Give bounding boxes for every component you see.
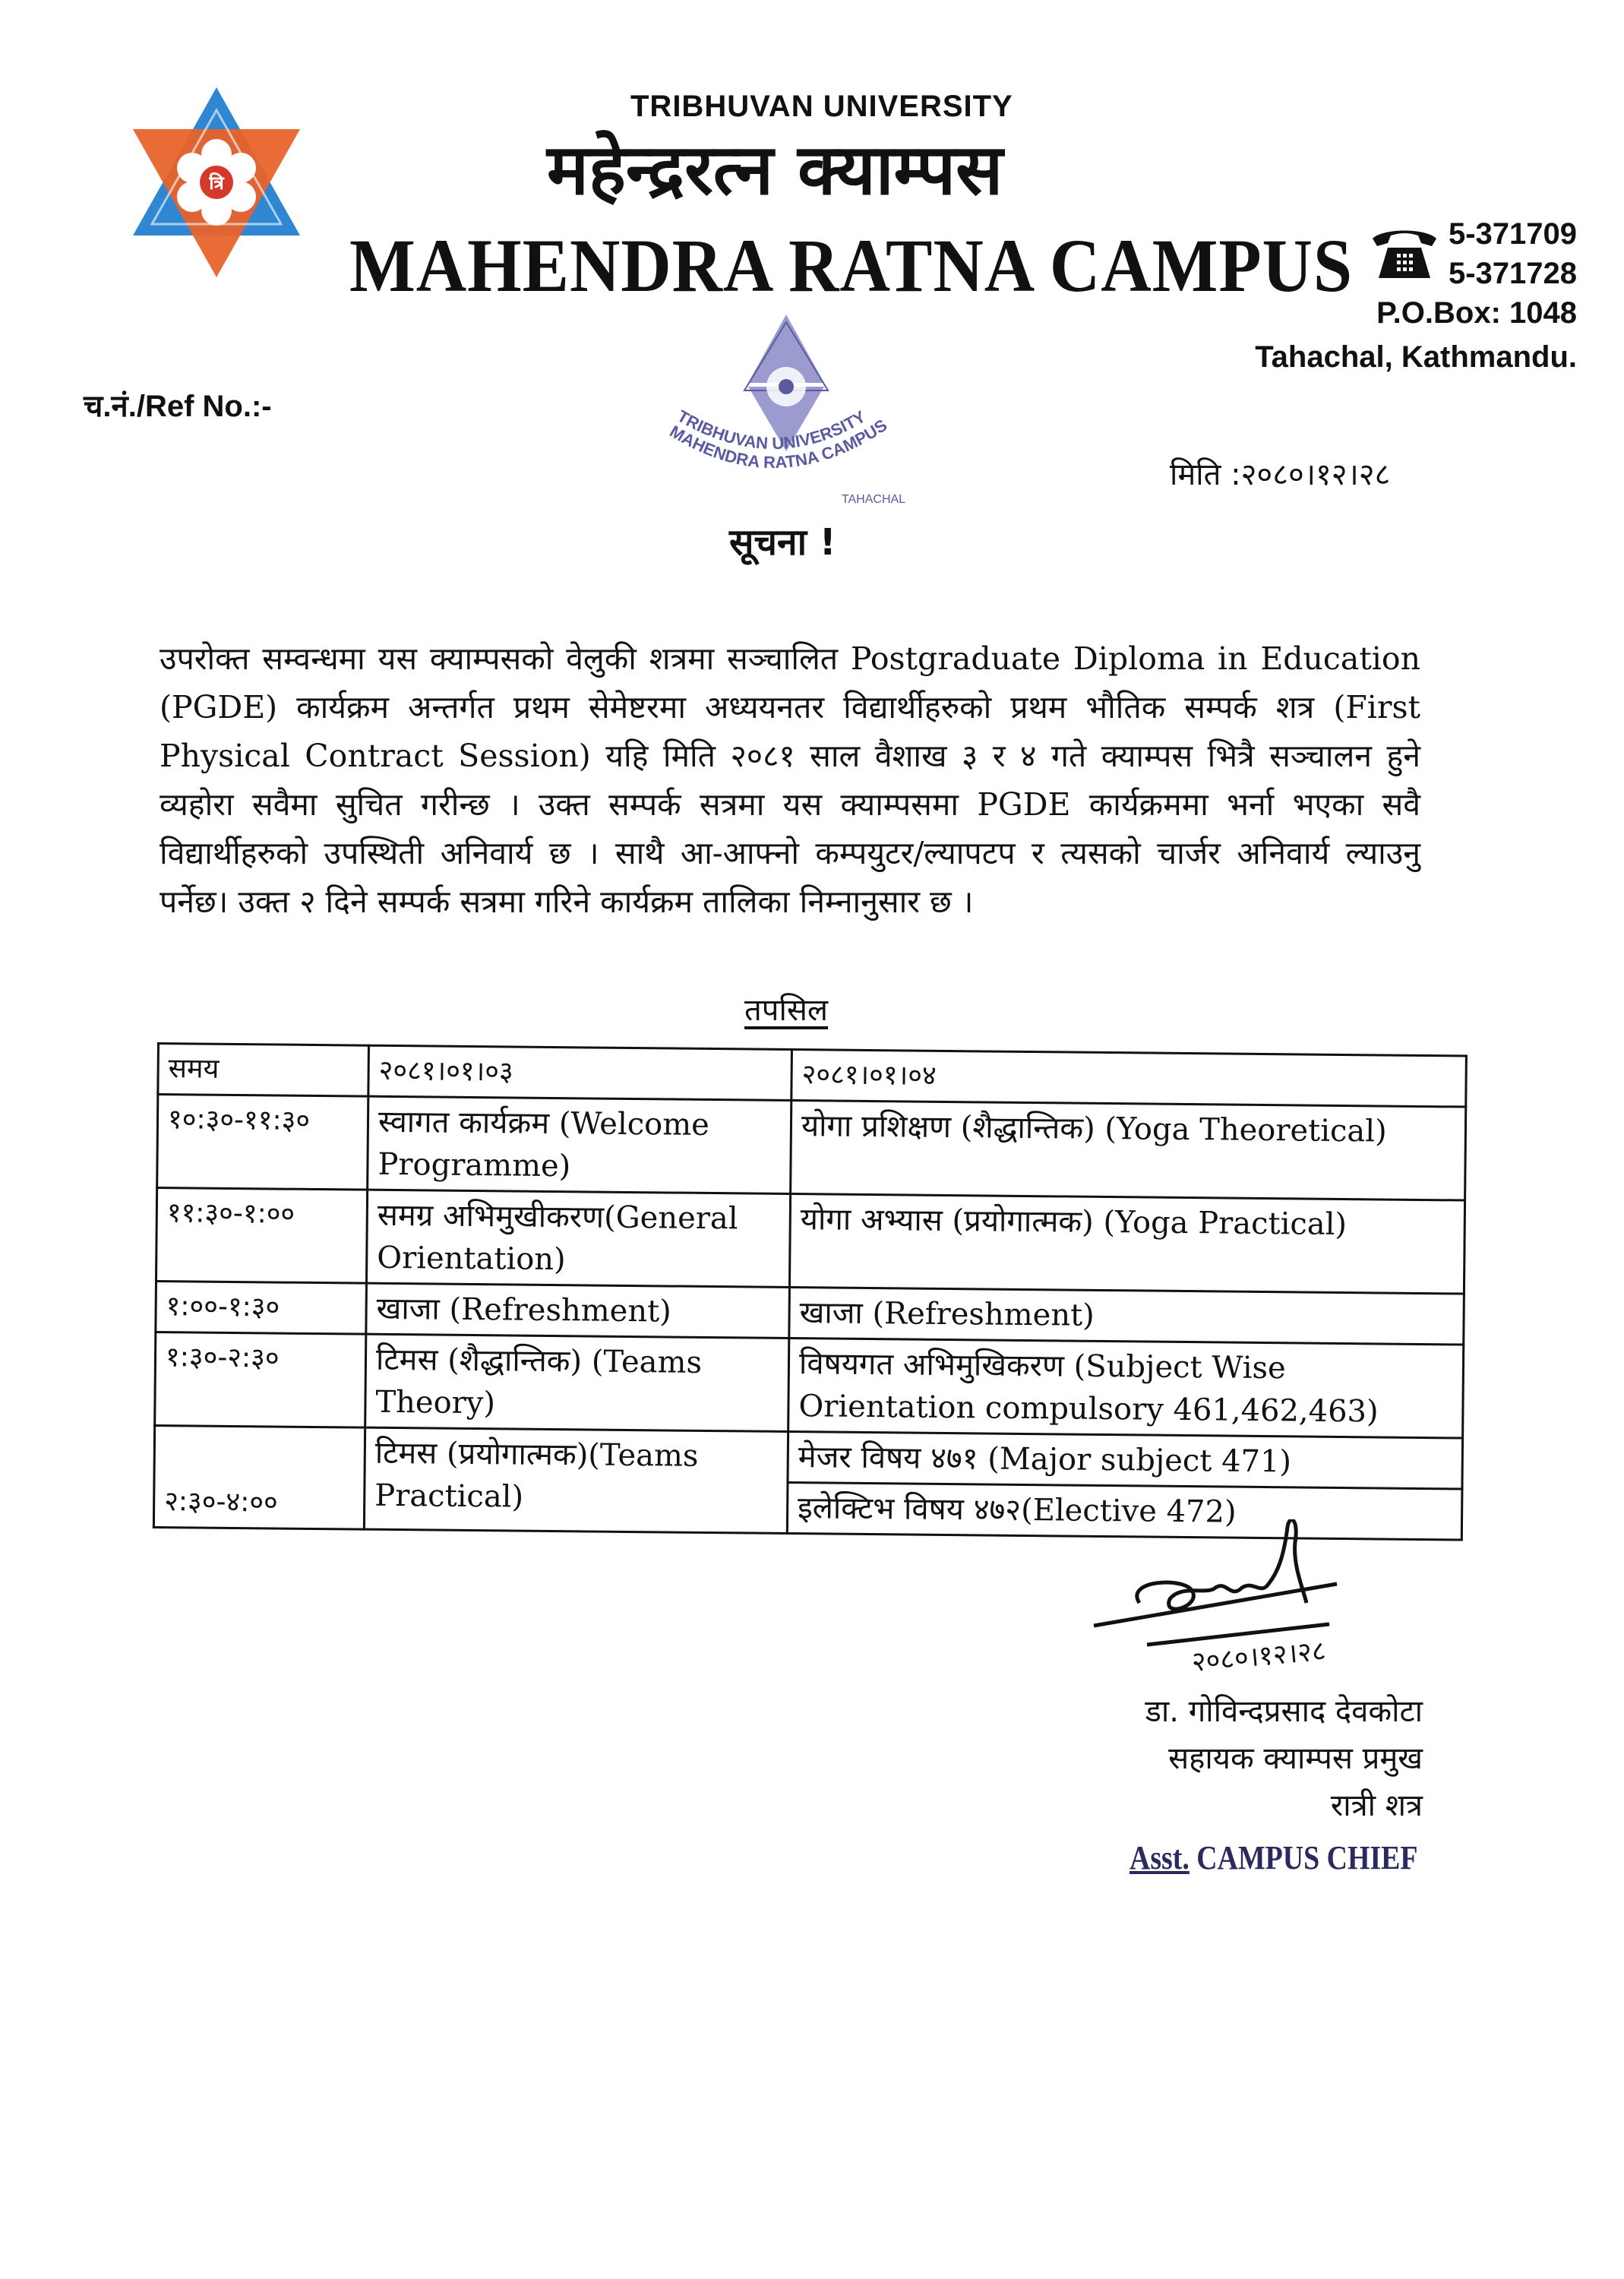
- row-time: १:३०-२:३०: [155, 1332, 366, 1427]
- campus-name-nepali: महेन्द्ररत्न क्याम्पस: [547, 129, 1003, 210]
- contact-block: [1255, 214, 1577, 377]
- handwritten-signature: [1079, 1519, 1428, 1683]
- stamp-text-university: TRIBHUVAN UNIVERSITY: [674, 406, 869, 454]
- logo-glyph: त्रि: [209, 172, 224, 194]
- header-time: समय: [158, 1044, 369, 1097]
- row-day2: योगा प्रशिक्षण (शैद्धान्तिक) (Yoga Theoretical): [791, 1101, 1466, 1201]
- header-day2: २०८१।०१।०४: [791, 1050, 1467, 1108]
- phone-number-1: 5-371709: [1448, 217, 1577, 251]
- row-day1: खाजा (Refreshment): [366, 1283, 790, 1338]
- stamp-text-location: TAHACHAL: [841, 493, 906, 506]
- table-row: [156, 1188, 1464, 1294]
- phone-number-2: 5-371728: [1448, 257, 1577, 290]
- telephone-icon: [1368, 226, 1441, 281]
- row-time: २:३०-४:००: [153, 1425, 365, 1529]
- row-day1: टिमस (शैद्धान्तिक) (Teams Theory): [365, 1334, 789, 1431]
- signer-shift: रात्री शत्र: [1330, 1788, 1423, 1823]
- header-day1: २०८१।०१।०३: [368, 1045, 792, 1100]
- stamp-abbr: Asst.: [1130, 1839, 1190, 1876]
- row-day1: समग्र अभिमुखीकरण(General Orientation): [366, 1190, 790, 1287]
- ref-number-label: च.नं./Ref No.:-: [84, 390, 272, 423]
- signer-block: [1145, 1688, 1423, 1829]
- table-row: [157, 1095, 1466, 1201]
- row-day2-elective: इलेक्टिभ विषय ४७२(Elective 472): [787, 1482, 1462, 1540]
- table-row: [155, 1332, 1464, 1438]
- row-day2: विषयगत अभिमुखिकरण (Subject Wise Orientation compulsory 461,462,463): [788, 1339, 1464, 1439]
- address: Tahachal, Kathmandu.: [1255, 340, 1577, 374]
- stamp-text-campus: MAHENDRA RATNA CAMPUS: [666, 415, 891, 473]
- schedule-table: [153, 1042, 1468, 1541]
- university-name: TRIBHUVAN UNIVERSITY: [630, 90, 1013, 123]
- schedule-title: तपसिल: [744, 993, 829, 1028]
- signer-name: डा. गोविन्दप्रसाद देवकोटा: [1145, 1694, 1423, 1729]
- po-box: P.O.Box: 1048: [1376, 296, 1577, 330]
- row-day2: खाजा (Refreshment): [789, 1288, 1464, 1345]
- row-day2-major: मेजर विषय ४७१ (Major subject 471): [788, 1431, 1463, 1489]
- notice-date: मिति :२०८०।१२।२८: [1170, 457, 1391, 492]
- assistant-campus-chief-stamp: [1130, 1838, 1417, 1877]
- row-day1: टिमस (प्रयोगात्मक)(Teams Practical): [364, 1427, 788, 1533]
- row-time: १:००-१:३०: [156, 1281, 367, 1334]
- campus-stamp: [646, 313, 949, 509]
- row-time: १०:३०-११:३०: [157, 1095, 368, 1190]
- signer-title: सहायक क्याम्पस प्रमुख: [1168, 1741, 1423, 1776]
- campus-name-english: MAHENDRA RATNA CAMPUS: [349, 223, 1353, 308]
- row-time: ११:३०-१:००: [156, 1188, 367, 1284]
- stamp-title: CAMPUS CHIEF: [1189, 1839, 1418, 1876]
- notice-body: उपरोक्त सम्वन्धमा यस क्याम्पसको वेलुकी शत्रमा सञ्चालित Postgraduate Diploma in Education (PGDE) कार्यक्रम अन्तर्गत प्रथम सेमेष्टरमा अध्ययनतर विद्यार्थीहरुको प्रथम भौतिक सम्पर्क शत्र (First Physical Contract Session) यहि मिति २०८१ साल वैशाख ३ र ४ गते क्याम्पस भित्रै सञ्चालन हुने व्यहोरा सवैमा सुचित गरीन्छ । उक्त सम्पर्क सत्रमा यस क्याम्पसमा PGDE कार्यक्रममा भर्ना भएका सवै विद्यार्थीहरुको उपस्थिती अनिवार्य छ । साथै आ-आफ्नो कम्पयुटर/ल्यापटप र त्यसको चार्जर अनिवार्य ल्याउनु पर्नेछ। उक्त २ दिने सम्पर्क सत्रमा गरिने कार्यक्रम तालिका निम्नानुसार छ ।: [160, 640, 1420, 920]
- signature-date: २०८०।१२।२८: [1190, 1635, 1328, 1678]
- row-day2: योगा अभ्यास (प्रयोगात्मक) (Yoga Practical): [789, 1194, 1464, 1294]
- tribhuvan-university-logo: [125, 87, 308, 285]
- notice-title: सूचना !: [729, 521, 836, 564]
- row-day1: स्वागत कार्यक्रम (Welcome Programme): [368, 1096, 791, 1193]
